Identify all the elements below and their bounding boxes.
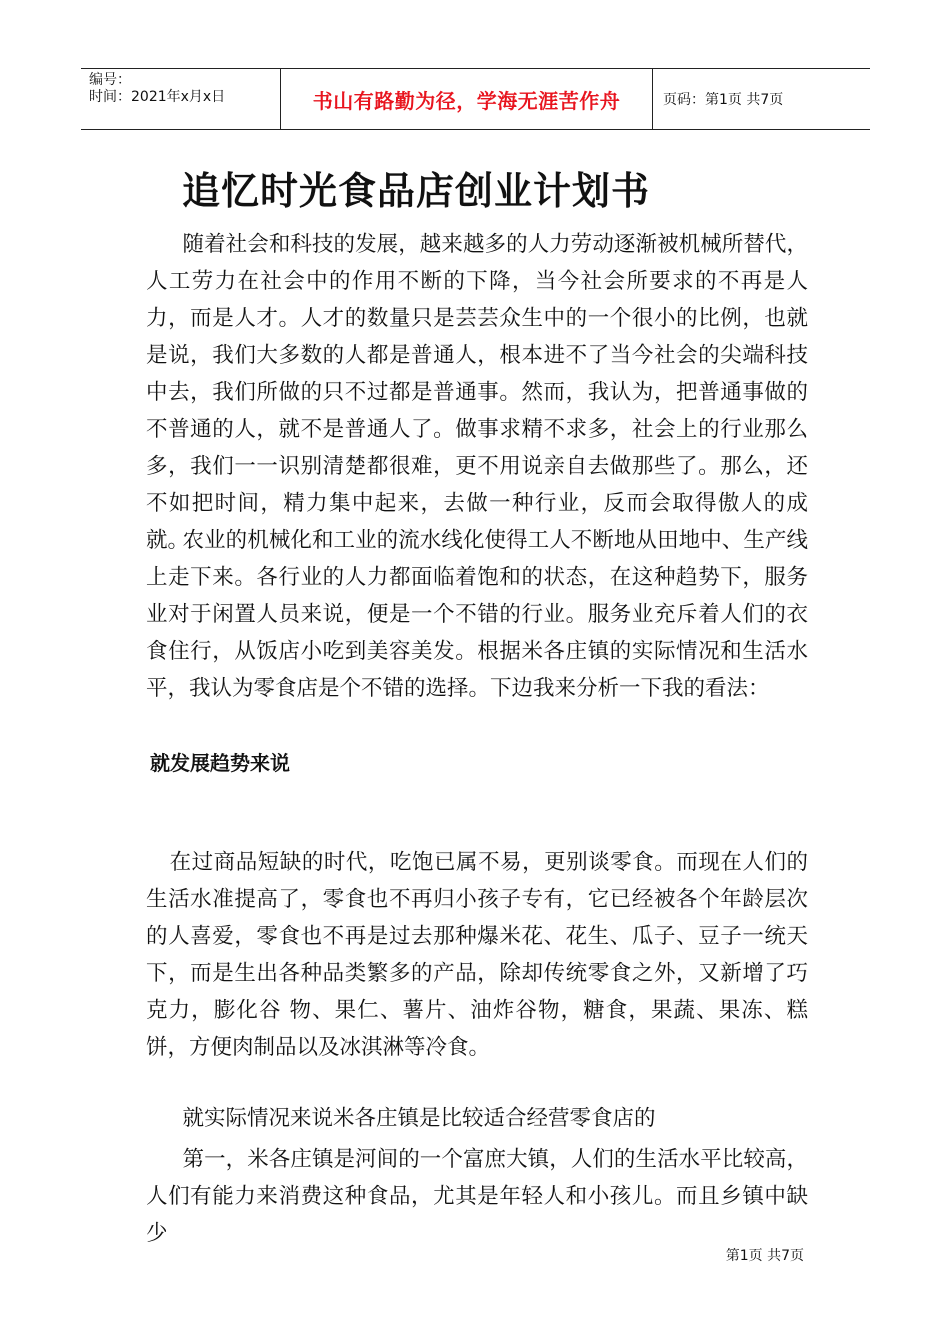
header-page-info: 页码：第1页 共7页 <box>663 92 784 108</box>
page-footer: 第1页 共7页 <box>725 1248 804 1264</box>
paragraph-local-suitability: 就实际情况来说米各庄镇是比较适合经营零食店的 <box>182 1106 656 1131</box>
document-date: 时间：2021年x月x日 <box>89 89 226 105</box>
page-header <box>81 68 870 130</box>
document-number-label: 编号： <box>89 72 131 88</box>
paragraph-intro: 随着社会和科技的发展，越来越多的人力劳动逐渐被机械所替代，人工劳力在社会中的作用不断的下降，当今社会所要求的不再是人力，而是人才。人才的数量只是芸芸众生中的一个很小的比例，也就是说，我们大多数的人都是普通人，根本进不了当今社会的尖端科技中去，我们所做的只不过都是普通事。然而，我认为，把普通事做的不普通的人，就不是普通人了。做事求精不求多，社会上的行业那么多，我们一一识别清楚都很难，更不用说亲自去做那些了。那么，还不如把时间，精力集中起来，去做一种行业，反而会取得傲人的成就。 <box>146 232 808 553</box>
paragraph-service-industry: 农业的机械化和工业的流水线化使得工人不断地从田地中、生产线上走下来。各行业的人力都面临着饱和的状态，在这种趋势下，服务业对于闲置人员来说，便是一个不错的行业。服务业充斥着人们的衣食住行，从饭店小吃到美容美发。根据米各庄镇的实际情况和生活水平，我认为零食店是个不错的选择。下边我来分析一下我的看法： <box>146 528 808 701</box>
document-title: 追忆时光食品店创业计划书 <box>182 169 651 213</box>
header-motto: 书山有路勤为径，学海无涯苦作舟 <box>281 69 653 129</box>
section-heading: 就发展趋势来说 <box>150 751 290 775</box>
paragraph-trend: 在过商品短缺的时代，吃饱已属不易，更别谈零食。而现在人们的生活水准提高了，零食也不再归小孩子专有，它已经被各个年龄层次的人喜爱，零食也不再是过去那种爆米花、花生、瓜子、豆子一统天下，而是生出各种品类繁多的产品，除却传统零食之外，又新增了巧克力，膨化谷 物、果仁、薯片、油炸谷物，糖食，果蔬、果冻、糕饼，方便肉制品以及冰淇淋等冷食。 <box>146 850 808 1060</box>
header-meta <box>81 69 281 129</box>
paragraph-point-one: 第一，米各庄镇是河间的一个富庶大镇，人们的生活水平比较高，人们有能力来消费这种食品，尤其是年轻人和小孩儿。而且乡镇中缺少 <box>146 1147 808 1246</box>
